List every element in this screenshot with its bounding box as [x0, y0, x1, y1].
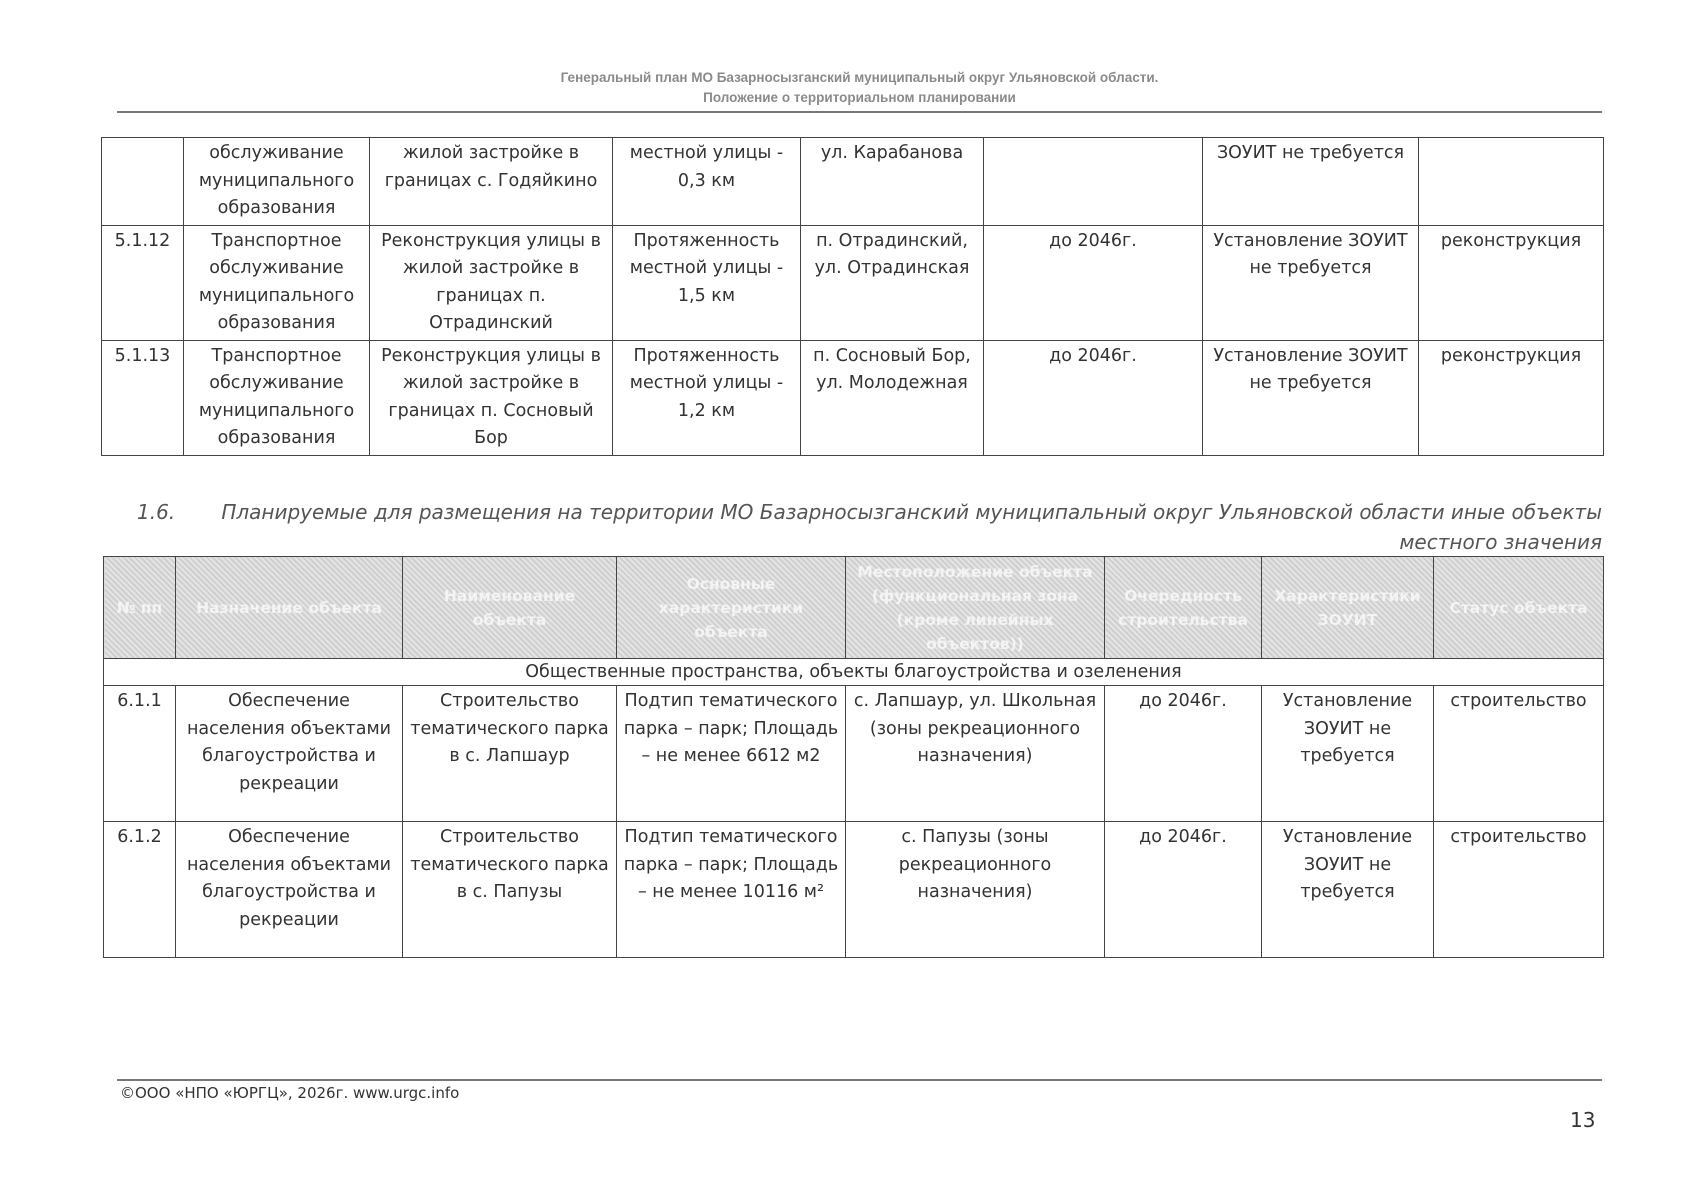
- cell-name: Реконструкция улицы в жилой застройке в границах п. Сосновый Бор: [370, 340, 613, 455]
- transport-objects-table: [101, 137, 1604, 456]
- cell-name: жилой застройке в границах с. Годяйкино: [370, 138, 613, 226]
- header-purpose: Назначение объекта: [176, 557, 403, 659]
- cell-location: п. Отрадинский, ул. Отрадинская: [801, 225, 984, 340]
- cell-status: строительство: [1434, 822, 1604, 958]
- cell-purpose: обслуживание муниципального образования: [184, 138, 370, 226]
- page-number: 13: [1570, 1108, 1596, 1132]
- cell-stage: до 2046г.: [1105, 686, 1262, 822]
- cell-purpose: Транспортное обслуживание муниципального образования: [184, 225, 370, 340]
- header-location: Местоположение объекта (функциональная зона (кроме линейных объектов)): [846, 557, 1105, 659]
- cell-status: реконструкция: [1419, 340, 1604, 455]
- cell-zouit: Установление ЗОУИТ не требуется: [1262, 822, 1434, 958]
- cell-location: с. Папузы (зоны рекреационного назначения): [846, 822, 1105, 958]
- table-row: [104, 686, 1604, 822]
- cell-location: ул. Карабанова: [801, 138, 984, 226]
- cell-characteristics: Протяженность местной улицы - 1,5 км: [613, 225, 801, 340]
- footer-copyright: ©ООО «НПО «ЮРГЦ», 2026г. www.urgc.info: [120, 1084, 460, 1102]
- page-header: [117, 68, 1602, 108]
- header-divider: [117, 111, 1602, 113]
- table-row: [102, 225, 1604, 340]
- table-row: [104, 822, 1604, 958]
- cell-number: 6.1.1: [104, 686, 176, 822]
- cell-number: 5.1.13: [102, 340, 184, 455]
- group-label: Общественные пространства, объекты благоустройства и озеленения: [104, 659, 1604, 686]
- section-number: 1.6.: [137, 500, 176, 524]
- header-name: Наименование объекта: [403, 557, 617, 659]
- cell-purpose: Обеспечение населения объектами благоустройства и рекреации: [176, 686, 403, 822]
- cell-characteristics: Подтип тематического парка – парк; Площадь – не менее 10116 м²: [617, 822, 846, 958]
- table-row: [102, 138, 1604, 226]
- header-status: Статус объекта: [1434, 557, 1604, 659]
- cell-name: Реконструкция улицы в жилой застройке в границах п. Отрадинский: [370, 225, 613, 340]
- header-characteristics: Основные характеристики объекта: [617, 557, 846, 659]
- cell-number: [102, 138, 184, 226]
- footer-divider: [117, 1079, 1602, 1081]
- cell-location: п. Сосновый Бор, ул. Молодежная: [801, 340, 984, 455]
- cell-zouit: ЗОУИТ не требуется: [1203, 138, 1419, 226]
- cell-stage: до 2046г.: [984, 225, 1203, 340]
- cell-zouit: Установление ЗОУИТ не требуется: [1262, 686, 1434, 822]
- cell-zouit: Установление ЗОУИТ не требуется: [1203, 340, 1419, 455]
- cell-location: с. Лапшаур, ул. Школьная (зоны рекреационного назначения): [846, 686, 1105, 822]
- cell-characteristics: Подтип тематического парка – парк; Площадь – не менее 6612 м2: [617, 686, 846, 822]
- cell-number: 6.1.2: [104, 822, 176, 958]
- cell-number: 5.1.12: [102, 225, 184, 340]
- cell-stage: до 2046г.: [1105, 822, 1262, 958]
- section-title: Планируемые для размещения на территории МО Базарносызганский муниципальный округ Ульяновской области иные объекты местного значения: [221, 500, 1602, 554]
- cell-characteristics: Протяженность местной улицы - 1,2 км: [613, 340, 801, 455]
- header-line-1: Генеральный план МО Базарносызганский муниципальный округ Ульяновской области.: [560, 70, 1159, 85]
- header-number: № пп: [104, 557, 176, 659]
- table-header-row: [104, 557, 1604, 659]
- section-heading: [137, 497, 1602, 557]
- cell-name: Строительство тематического парка в с. Папузы: [403, 822, 617, 958]
- other-objects-table: [103, 556, 1604, 958]
- cell-purpose: Обеспечение населения объектами благоустройства и рекреации: [176, 822, 403, 958]
- cell-characteristics: местной улицы - 0,3 км: [613, 138, 801, 226]
- cell-stage: до 2046г.: [984, 340, 1203, 455]
- header-zouit: Характеристики ЗОУИТ: [1262, 557, 1434, 659]
- group-row: [104, 659, 1604, 686]
- cell-purpose: Транспортное обслуживание муниципального образования: [184, 340, 370, 455]
- cell-stage: [984, 138, 1203, 226]
- header-stage: Очередность строительства: [1105, 557, 1262, 659]
- cell-zouit: Установление ЗОУИТ не требуется: [1203, 225, 1419, 340]
- header-line-2: Положение о территориальном планировании: [703, 90, 1016, 105]
- table-row: [102, 340, 1604, 455]
- cell-status: реконструкция: [1419, 225, 1604, 340]
- cell-status: строительство: [1434, 686, 1604, 822]
- cell-status: [1419, 138, 1604, 226]
- cell-name: Строительство тематического парка в с. Лапшаур: [403, 686, 617, 822]
